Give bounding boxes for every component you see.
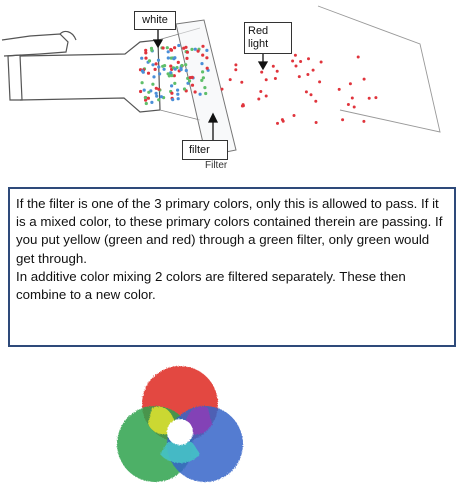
red-dot — [299, 60, 302, 63]
mixed-dot — [170, 74, 173, 77]
red-dot — [265, 78, 268, 81]
red-dot — [234, 63, 237, 66]
filter-label: filter — [182, 140, 228, 160]
mixed-dot — [157, 59, 160, 62]
mixed-dot — [188, 79, 191, 82]
red-dot — [272, 65, 275, 68]
mixed-dot — [158, 72, 161, 75]
light-filter-sketch — [0, 0, 474, 185]
mixed-dot — [162, 46, 165, 49]
mixed-dot — [157, 65, 160, 68]
mixed-dot — [180, 64, 183, 67]
mixed-dot — [150, 47, 153, 50]
red-dot — [276, 122, 279, 125]
mixed-dot — [167, 72, 170, 75]
mixed-dot — [205, 56, 208, 59]
mixed-dot — [200, 79, 203, 82]
mixed-dot — [155, 92, 158, 95]
mixed-dot — [167, 56, 170, 59]
mixed-dot — [176, 89, 179, 92]
red-dot — [240, 81, 243, 84]
mixed-dot — [201, 70, 204, 73]
explanation-paragraph-1: If the filter is one of the 3 primary colors, only this is allowed to pass. If it is a mixed color, to these primary colors contained therein are passing. If you put yellow (green and red) through a green filter, only green would get through. — [16, 196, 443, 266]
red-dot — [229, 78, 232, 81]
red-dot — [338, 88, 341, 91]
red-dot — [242, 103, 245, 106]
mixed-dot — [177, 97, 180, 100]
mixed-dot — [173, 46, 176, 49]
red-dot — [305, 90, 308, 93]
mixed-dot — [176, 93, 179, 96]
mixed-dot — [160, 95, 163, 98]
mixed-dot — [189, 76, 192, 79]
mixed-dot — [143, 89, 146, 92]
mixed-dot — [147, 72, 150, 75]
red-dot — [341, 118, 344, 121]
mixed-dot — [177, 44, 180, 47]
red-light-dots — [221, 54, 378, 125]
red-dot — [374, 96, 377, 99]
mixed-dot — [155, 87, 158, 90]
mixed-dot — [205, 49, 208, 52]
mixed-dot — [184, 63, 187, 66]
mixed-dot — [150, 101, 153, 104]
mixed-dot — [144, 57, 147, 60]
mixed-dot — [171, 98, 174, 101]
mixed-dot — [180, 68, 183, 71]
mixed-dot — [206, 67, 209, 70]
mixed-dot — [182, 47, 185, 50]
red-dot — [320, 61, 323, 64]
red-dot — [276, 70, 279, 73]
mixed-dot — [197, 50, 200, 53]
mixed-dot — [161, 65, 164, 68]
mixed-dot — [200, 62, 203, 65]
mixed-dot — [155, 95, 158, 98]
mixed-dot — [152, 75, 155, 78]
mixed-dot — [170, 92, 173, 95]
red-dot — [257, 98, 260, 101]
red-dot — [362, 120, 365, 123]
red-dot — [314, 100, 317, 103]
red-dot — [353, 106, 356, 109]
mixed-dot — [155, 62, 158, 65]
mixed-dot — [173, 82, 176, 85]
red-light-label-line1: Red — [248, 25, 269, 37]
red-light-label-line2: light — [248, 38, 269, 50]
screen-plane — [318, 6, 440, 132]
red-dot — [306, 73, 309, 76]
mixed-dot — [194, 48, 197, 51]
mixed-dot — [170, 84, 173, 87]
red-dot — [357, 56, 360, 59]
mixed-dot — [174, 68, 177, 71]
mixed-dot — [201, 54, 204, 57]
mixed-dot — [157, 98, 160, 101]
mixed-dot — [190, 48, 193, 51]
mixed-dot — [144, 96, 147, 99]
red-dot — [318, 80, 321, 83]
mixed-dot — [151, 83, 154, 86]
mixed-dot — [140, 57, 143, 60]
mixed-dot — [166, 46, 169, 49]
mixed-dot — [194, 90, 197, 93]
red-dot — [274, 77, 277, 80]
mixed-dot — [139, 90, 142, 93]
mixed-dot — [163, 68, 166, 71]
red-dot — [293, 114, 296, 117]
red-dot — [221, 88, 224, 91]
mixed-dot — [203, 86, 206, 89]
red-dot — [234, 68, 237, 71]
red-dot — [349, 82, 352, 85]
red-dot — [347, 103, 350, 106]
color-mixing-circles-icon — [110, 362, 250, 487]
mixed-dot — [148, 59, 151, 62]
mixed-dot — [169, 65, 172, 68]
mixed-dot — [141, 69, 144, 72]
mixed-dot — [204, 92, 207, 95]
mixed-dot — [151, 63, 154, 66]
red-dot — [310, 93, 313, 96]
red-dot — [265, 95, 268, 98]
flashlight-icon — [2, 32, 160, 112]
red-dot — [307, 57, 310, 60]
mixed-dot — [141, 81, 144, 84]
red-dot — [260, 71, 263, 74]
red-dot — [315, 121, 318, 124]
red-dot — [363, 78, 366, 81]
mixed-dot — [167, 50, 170, 53]
red-light-label — [244, 22, 292, 54]
mixed-dot — [185, 57, 188, 60]
mixed-dot — [147, 91, 150, 94]
red-dot — [281, 118, 284, 121]
explanation-box — [8, 187, 456, 347]
red-dot — [368, 97, 371, 100]
mixed-dot — [186, 51, 189, 54]
mixed-dot — [177, 61, 180, 64]
mixed-dot — [199, 93, 202, 96]
filter-scribble: Filter — [205, 160, 228, 171]
white-label: white — [134, 11, 176, 30]
mixed-dot — [169, 48, 172, 51]
mixed-dot — [147, 97, 150, 100]
explanation-paragraph-2: In additive color mixing 2 colors are filtered separately. These then combine to a new color. — [16, 268, 406, 303]
red-dot — [312, 69, 315, 72]
red-dot — [295, 65, 298, 68]
red-dot — [259, 90, 262, 93]
white-center — [167, 419, 193, 445]
mixed-dot — [144, 51, 147, 54]
mixed-dot — [201, 45, 204, 48]
mixed-dot — [185, 69, 188, 72]
red-dot — [291, 60, 294, 63]
red-dot — [351, 97, 354, 100]
red-dot — [298, 75, 301, 78]
mixed-dot — [183, 87, 186, 90]
red-dot — [294, 54, 297, 57]
mixed-dot — [145, 102, 148, 105]
mixed-dot — [154, 68, 157, 71]
mixed-dot — [172, 57, 175, 60]
mixed-dot — [191, 84, 194, 87]
